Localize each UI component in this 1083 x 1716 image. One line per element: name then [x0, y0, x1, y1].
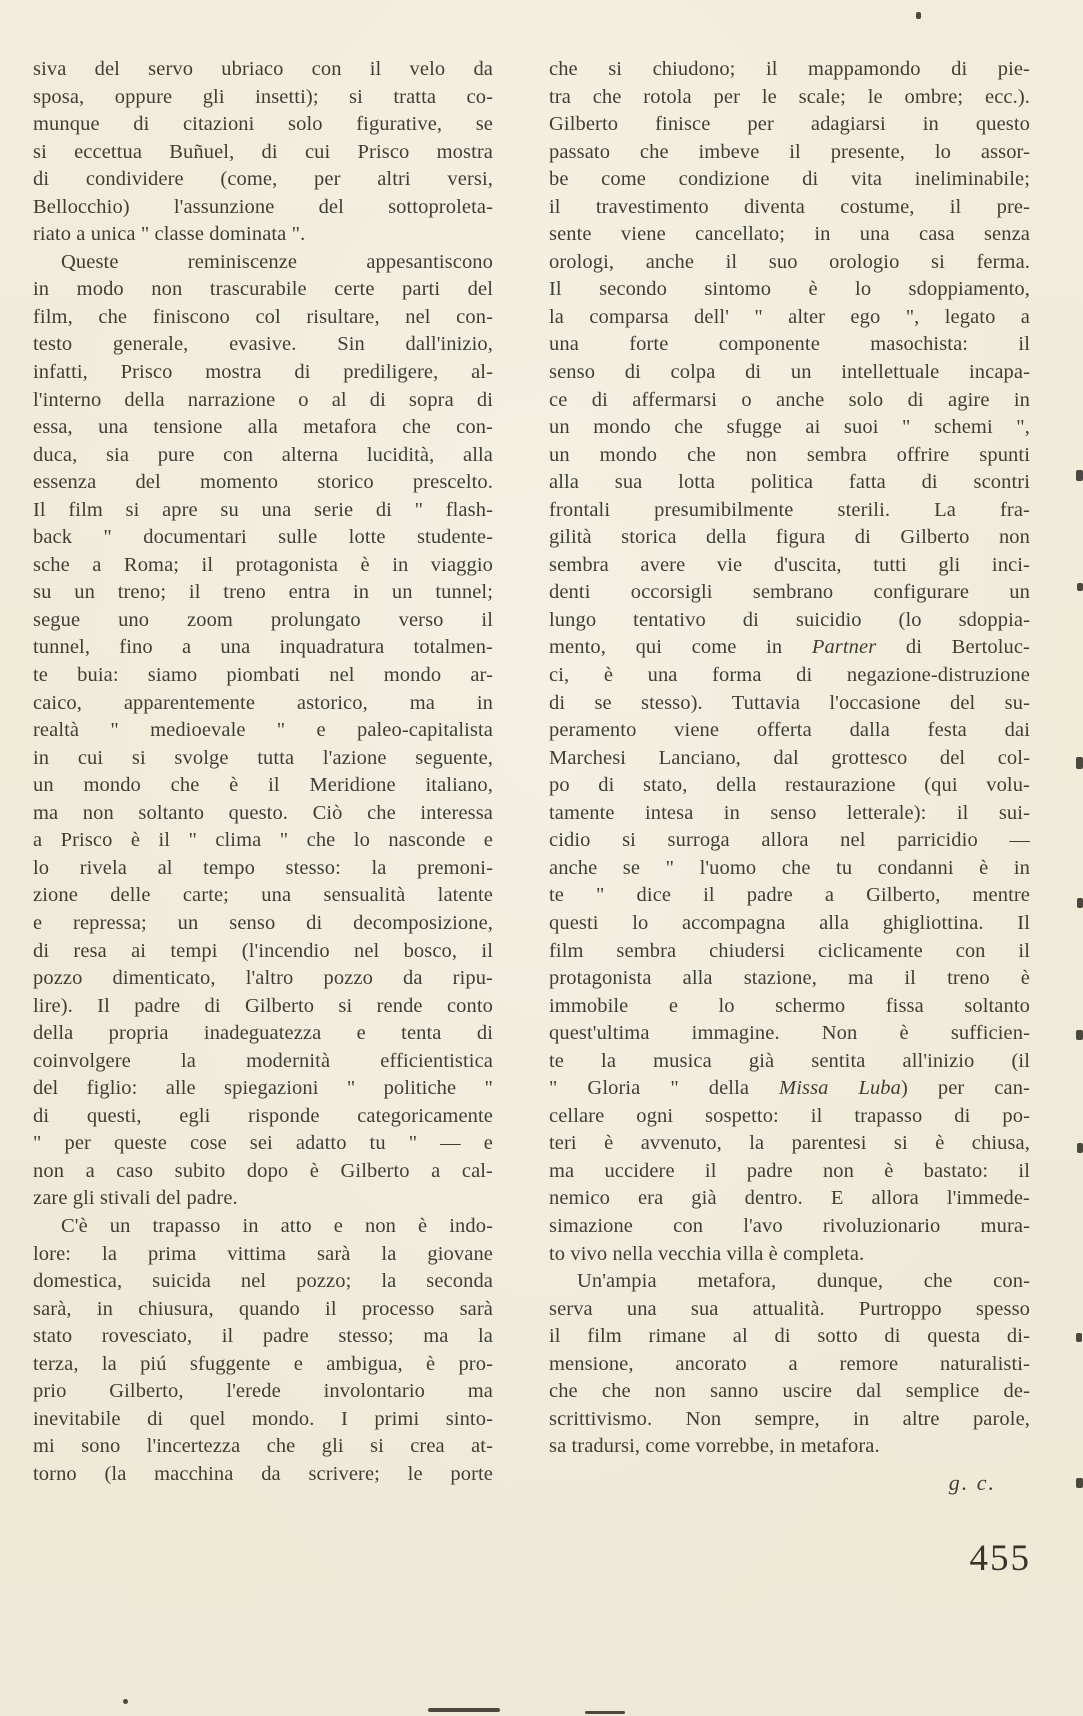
text-line: back " documentari sulle lotte studente- — [33, 526, 493, 549]
text-line: to vivo nella vecchia villa è completa. — [549, 1242, 865, 1265]
scan-artifact — [1076, 1478, 1083, 1488]
text-line: sente viene cancellato; in una casa senza — [549, 223, 1030, 246]
scan-artifact — [1077, 1143, 1083, 1153]
text-line: questi lo accompagna alla ghigliottina. Il — [549, 911, 1030, 934]
text-line: terza, la piú sfuggente e ambigua, è pro- — [33, 1352, 493, 1375]
scan-artifact — [1076, 1333, 1082, 1342]
text-line: Il secondo sintomo è lo sdoppiamento, — [549, 278, 1030, 301]
text-line: Bellocchio) l'assunzione del sottoproleta- — [33, 195, 493, 218]
text-line: peramento viene offerta dalla festa dai — [549, 719, 1030, 742]
text-line: del figlio: alle spiegazioni " politiche " — [33, 1077, 493, 1100]
text-line: lore: la prima vittima sarà la giovane — [33, 1242, 493, 1265]
text-line: film, che finiscono col risultare, nel con- — [33, 305, 493, 328]
text-line: in modo non trascurabile certe parti del — [33, 278, 493, 301]
text-line: po di stato, della restaurazione (qui volu- — [549, 774, 1030, 797]
italic-title: Missa Luba — [779, 1077, 902, 1100]
scan-artifact — [1076, 470, 1083, 481]
text-line: cellare ogni sospetto: il trapasso di po- — [549, 1104, 1030, 1127]
italic-title: Partner — [811, 636, 877, 659]
text-line: che che non sanno uscire dal semplice de- — [549, 1380, 1030, 1403]
text-line: lungo tentativo di suicidio (lo sdoppia- — [549, 608, 1030, 631]
text-line: su un treno; il treno entra in un tunnel; — [33, 581, 493, 604]
text-line: lo rivela al tempo stesso: la premoni- — [33, 856, 493, 879]
page-number: 455 — [969, 1538, 1031, 1579]
text-line: nemico era già dentro. E allora l'immede- — [549, 1187, 1030, 1210]
text-line: un mondo che è il Meridione italiano, — [33, 774, 493, 797]
text-line: zare gli stivali del padre. — [33, 1187, 238, 1210]
text-line: zione delle carte; una sensualità latente — [33, 884, 493, 907]
text-line: riato a unica " classe dominata ". — [33, 223, 306, 246]
text-line: frontali presumibilmente sterili. La fra- — [549, 498, 1030, 521]
text-line: ci, è una forma di negazione-distruzione — [549, 664, 1030, 687]
text-line: si eccettua Buñuel, di cui Prisco mostra — [33, 140, 493, 163]
text-line: be come condizione di vita ineliminabile; — [549, 168, 1030, 191]
scan-artifact — [1077, 898, 1083, 908]
text-line: tra che rotola per le scale; le ombre; ecc.). — [549, 85, 1030, 108]
text-line: C'è un trapasso in atto e non è indo- — [61, 1214, 493, 1237]
text-line: cidio si surroga allora nel parricidio — — [549, 829, 1030, 852]
text-line: orologi, anche il suo orologio si ferma. — [549, 250, 1030, 273]
text-line: una forte componente masochista: il — [549, 333, 1030, 356]
text-line: domestica, suicida nel pozzo; la seconda — [33, 1270, 493, 1293]
scan-artifact — [585, 1711, 625, 1714]
text-line: sarà, in chiusura, quando il processo sarà — [33, 1297, 493, 1320]
text-line: infatti, Prisco mostra di prediligere, al- — [33, 361, 493, 384]
text-line: che si chiudono; il mappamondo di pie- — [549, 58, 1030, 80]
scan-artifact — [123, 1699, 128, 1704]
text-line: ma uccidere il padre non è bastato: il — [549, 1159, 1030, 1182]
text-line: " per queste cose sei adatto tu " — e — [33, 1132, 493, 1155]
text-line: in cui si svolge tutta l'azione seguente, — [33, 746, 493, 769]
text-line: Marchesi Lanciano, dal grottesco del col- — [549, 746, 1030, 769]
text-line: mi sono l'incertezza che gli si crea at- — [33, 1435, 493, 1458]
text-line: gilità storica della figura di Gilberto non — [549, 526, 1030, 549]
text-line: stato rovesciato, il padre stesso; ma la — [33, 1325, 493, 1348]
text-line: essenza del momento storico prescelto. — [33, 471, 493, 494]
text-line: munque di citazioni solo figurative, se — [33, 113, 493, 136]
text-line: di resa ai tempi (l'incendio nel bosco, il — [33, 939, 493, 962]
scan-artifact — [1077, 583, 1083, 591]
text-line: senso di colpa di un intellettuale incapa- — [549, 361, 1030, 384]
text-line: tunnel, fino a una inquadratura totalmen- — [33, 636, 493, 659]
text-line: ma non soltanto questo. Ciò che interessa — [33, 801, 493, 824]
text-line: torno (la macchina da scrivere; le porte — [33, 1462, 493, 1485]
text-line: simazione con l'avo rivoluzionario mura- — [549, 1214, 1030, 1237]
text-line: l'interno della narrazione o al di sopra di — [33, 388, 493, 411]
text-line: sche a Roma; il protagonista è in viaggio — [33, 553, 493, 576]
text-line: siva del servo ubriaco con il velo da — [33, 58, 493, 80]
text-line: ce di affermarsi o anche solo di agire in — [549, 388, 1030, 411]
text-line: mento, qui come in Partner di Bertoluc- — [549, 636, 1030, 659]
text-line: pozzo dimenticato, l'altro pozzo da ripu- — [33, 967, 493, 990]
text-line: mensione, ancorato a remore naturalisti- — [549, 1352, 1030, 1375]
text-line: sembra avere vie d'uscita, tutti gli inci- — [549, 553, 1030, 576]
text-line: te buia: siamo piombati nel mondo ar- — [33, 664, 493, 687]
text-line: il film rimane al di sotto di questa di- — [549, 1325, 1030, 1348]
reviewer-initials: g. c. — [948, 1469, 996, 1495]
text-line: testo generale, evasive. Sin dall'inizio, — [33, 333, 493, 356]
text-line: te " dice il padre a Gilberto, mentre — [549, 884, 1030, 907]
text-line: Un'ampia metafora, dunque, che con- — [577, 1270, 1030, 1293]
text-line: un mondo che non sembra offrire spunti — [549, 443, 1030, 466]
text-line: passato che imbeve il presente, lo assor- — [549, 140, 1030, 163]
text-line: film sembra chiudersi ciclicamente con il — [549, 939, 1030, 962]
text-line: anche se " l'uomo che tu condanni è in — [549, 856, 1030, 879]
text-line: e repressa; un senso di decomposizione, — [33, 911, 493, 934]
text-line: il travestimento diventa costume, il pre- — [549, 195, 1030, 218]
text-line: te la musica già sentita all'inizio (il — [549, 1049, 1030, 1072]
text-line: segue uno zoom prolungato verso il — [33, 608, 493, 631]
scan-artifact — [1076, 757, 1083, 769]
text-line: caico, apparentemente astorico, ma in — [33, 691, 493, 714]
text-line: di se stesso). Tuttavia l'occasione del su- — [549, 691, 1030, 714]
text-line: non a caso subito dopo è Gilberto a cal- — [33, 1159, 493, 1182]
text-line: duca, sia pure con alterna lucidità, alla — [33, 443, 493, 466]
scan-artifact — [428, 1708, 500, 1712]
text-line: denti occorsigli sembrano configurare un — [549, 581, 1030, 604]
text-line: scrittivismo. Non sempre, in altre parole, — [549, 1407, 1030, 1430]
text-line: lire). Il padre di Gilberto si rende conto — [33, 994, 493, 1017]
text-line: immobile e lo schermo fissa soltanto — [549, 994, 1030, 1017]
text-line: della propria inadeguatezza e tenta di — [33, 1022, 493, 1045]
text-line: un mondo che sfugge ai suoi " schemi ", — [549, 416, 1030, 439]
text-column-right — [549, 56, 1030, 1496]
text-line: sa tradursi, come vorrebbe, in metafora. — [549, 1435, 880, 1458]
text-line: sposa, oppure gli insetti); si tratta co- — [33, 85, 493, 108]
text-line: a Prisco è il " clima " che lo nasconde e — [33, 829, 493, 852]
text-line: quest'ultima immagine. Non è sufficien- — [549, 1022, 1030, 1045]
text-line: prio Gilberto, l'erede involontario ma — [33, 1380, 493, 1403]
text-line: alla sua lotta politica fatta di scontri — [549, 471, 1030, 494]
text-line: protagonista alla stazione, ma il treno è — [549, 967, 1030, 990]
scan-artifact — [1076, 1030, 1083, 1040]
text-line: realtà " medioevale " e paleo-capitalista — [33, 719, 493, 742]
text-line: teri è avvenuto, la parentesi si è chiusa, — [549, 1132, 1030, 1155]
text-line: coinvolgere la modernità efficientistica — [33, 1049, 493, 1072]
text-line: Queste reminiscenze appesantiscono — [61, 250, 493, 273]
text-line: la comparsa dell' " alter ego ", legato a — [549, 305, 1030, 328]
text-line: inevitabile di quel mondo. I primi sinto- — [33, 1407, 493, 1430]
text-column-left — [33, 56, 493, 1488]
text-line: serva una sua attualità. Purtroppo spesso — [549, 1297, 1030, 1320]
text-line: Il film si apre su una serie di " flash- — [33, 498, 493, 521]
text-line: di condividere (come, per altri versi, — [33, 168, 493, 191]
scan-artifact — [916, 12, 921, 19]
text-line: di questi, egli risponde categoricamente — [33, 1104, 493, 1127]
text-line: essa, una tensione alla metafora che con- — [33, 416, 493, 439]
text-line: " Gloria " della Missa Luba) per can- — [549, 1077, 1030, 1100]
text-line: tamente intesa in senso letterale): il sui- — [549, 801, 1030, 824]
text-line: Gilberto finisce per adagiarsi in questo — [549, 113, 1030, 136]
